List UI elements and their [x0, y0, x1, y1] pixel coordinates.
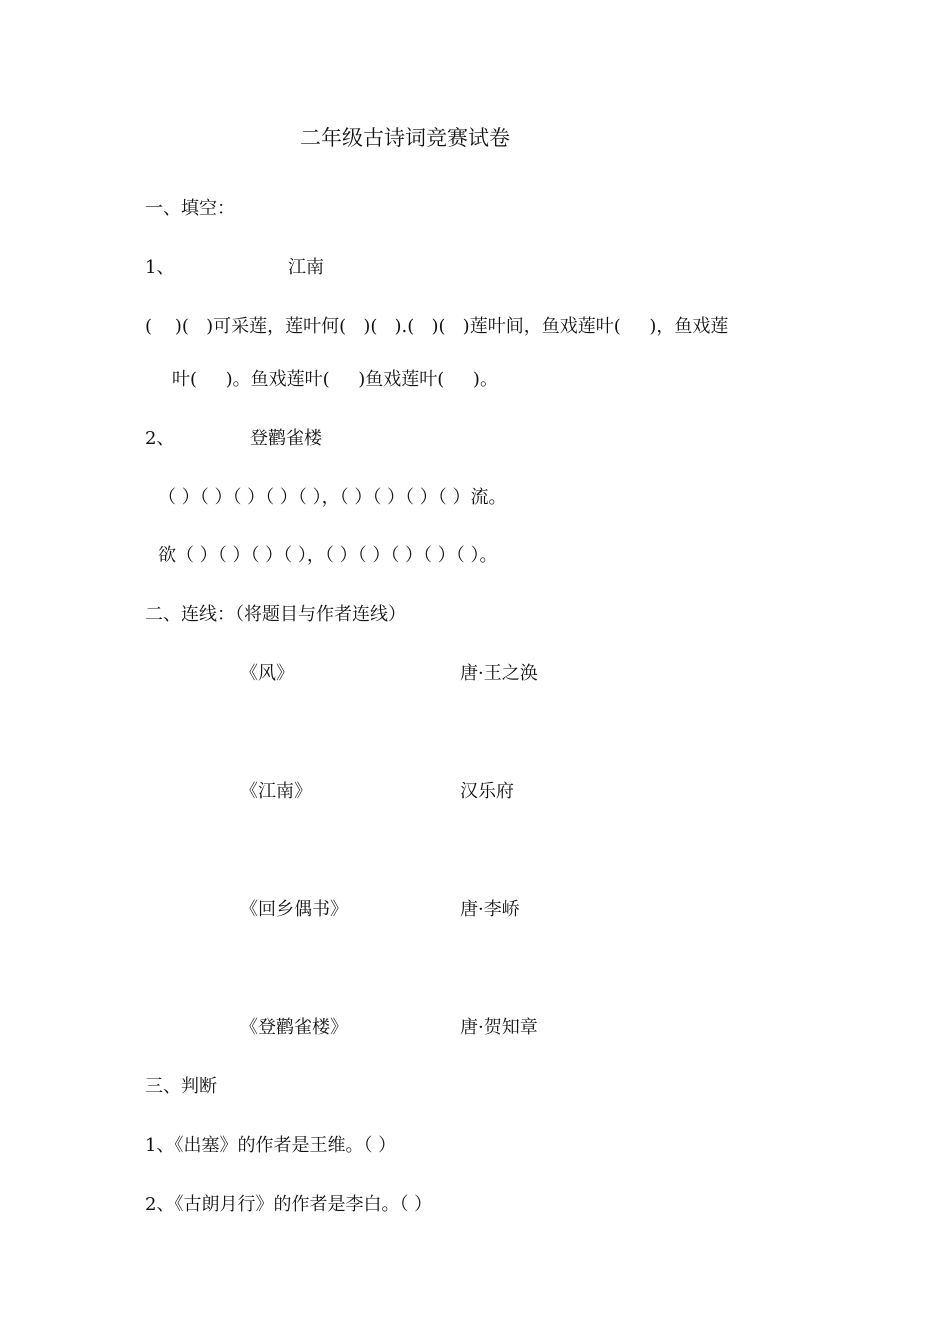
- match-title-4: 《登鹳雀楼》: [240, 1017, 348, 1038]
- section-fill-heading: 一、填空：: [145, 198, 235, 219]
- q1-number: 1、: [145, 257, 175, 278]
- q1-fill-line-2: 叶( )。鱼戏莲叶( )鱼戏莲叶( )。: [172, 369, 498, 390]
- match-title-2: 《江南》: [240, 781, 312, 802]
- q2-number: 2、: [145, 428, 175, 449]
- q2-fill-line-1: （ ）（ ）（ ）（ ）（ ），（ ）（ ）（ ）（ ）流。: [158, 487, 507, 508]
- match-author-2: 汉乐府: [460, 781, 514, 802]
- q2-poem-title: 登鹳雀楼: [250, 428, 322, 449]
- page-title: 二年级古诗词竞赛试卷: [300, 126, 510, 150]
- judge-item-2: 2、《古朗月行》的作者是李白。（ ）: [145, 1194, 433, 1215]
- match-author-1: 唐·王之涣: [460, 663, 538, 684]
- match-author-3: 唐·李峤: [460, 899, 520, 920]
- q1-poem-title: 江南: [288, 257, 324, 278]
- section-match-heading: 二、连线：（将题目与作者连线）: [145, 604, 406, 625]
- match-author-4: 唐·贺知章: [460, 1017, 538, 1038]
- section-judge-heading: 三、判断: [145, 1076, 217, 1097]
- q1-fill-line-1: ( )( )可采莲，莲叶何( )( ).( )( )莲叶间，鱼戏莲叶( )，鱼戏莲: [145, 316, 729, 337]
- match-title-1: 《风》: [240, 663, 294, 684]
- q2-fill-line-2: 欲（ ）（ ）（ ）（ ），（ ）（ ）（ ）（ ）（ ）。: [158, 545, 498, 566]
- match-title-3: 《回乡偶书》: [240, 899, 348, 920]
- judge-item-1: 1、《出塞》的作者是王维。（ ）: [145, 1135, 397, 1156]
